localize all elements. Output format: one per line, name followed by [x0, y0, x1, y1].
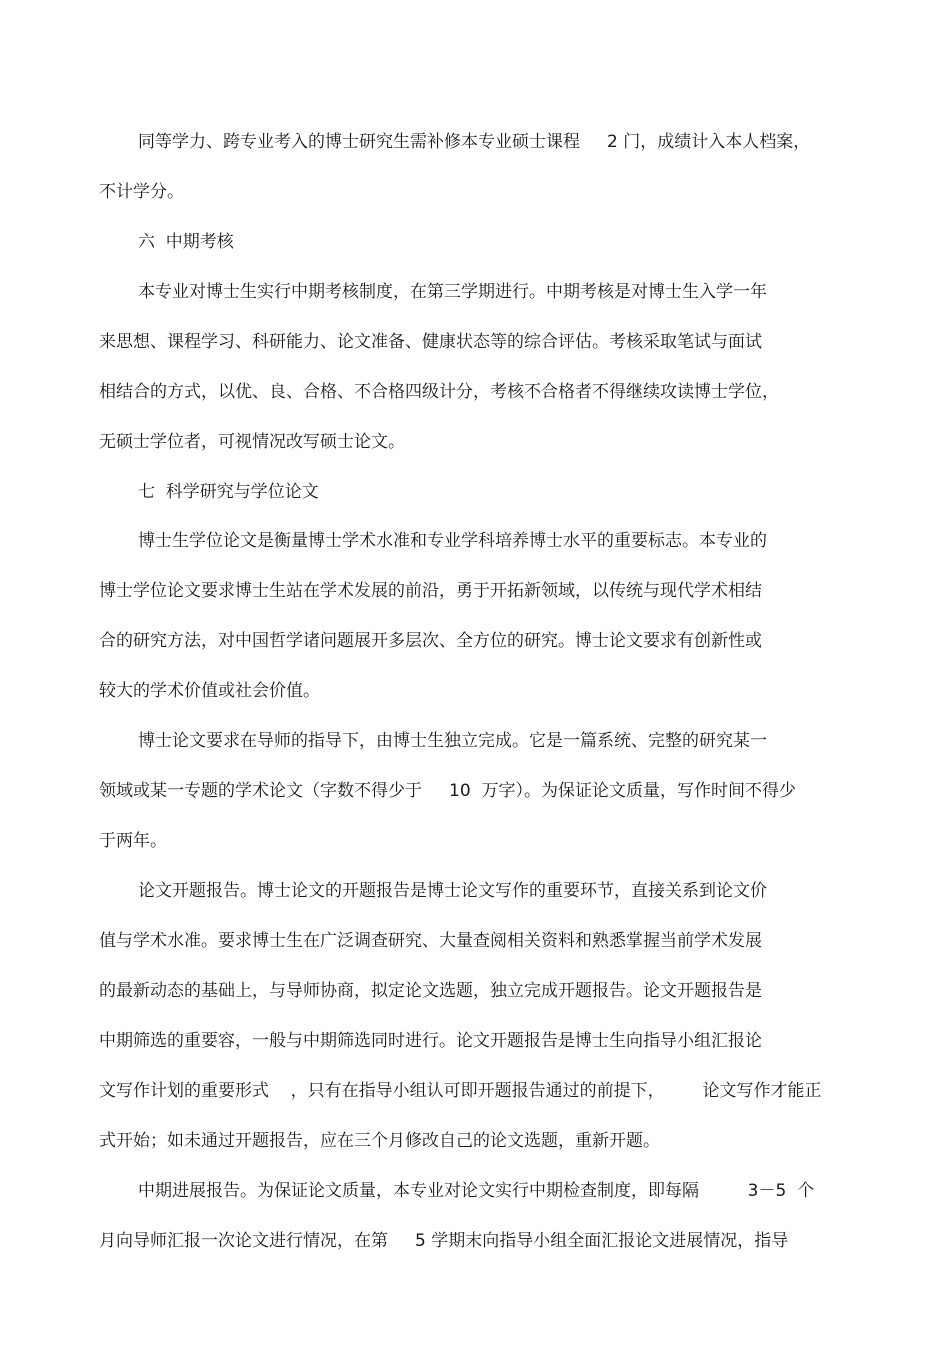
- text-line: 博士论文要求在导师的指导下，由博士生独立完成。它是一篇系统、完整的研究某一: [138, 731, 767, 751]
- section-heading: 六 中期考核: [138, 232, 234, 252]
- text-line: 博士生学位论文是衡量博士学术水准和专业学科培养博士水平的重要标志。本专业的: [138, 531, 767, 551]
- text-line: 相结合的方式，以优、良、合格、不合格四级计分，考核不合格者不得继续攻读博士学位，: [99, 382, 779, 402]
- text-line: 合的研究方法，对中国哲学诸问题展开多层次、全方位的研究。博士论文要求有创新性或: [99, 631, 762, 651]
- text-line: 月向导师汇报一次论文进行情况，在第 5 学期末向指导小组全面汇报论文进展情况，指导: [99, 1231, 789, 1251]
- text-line: 本专业对博士生实行中期考核制度，在第三学期进行。中期考核是对博士生入学一年: [138, 282, 767, 302]
- section-heading: 七 科学研究与学位论文: [138, 482, 319, 502]
- text-line: 无硕士学位者，可视情况改写硕士论文。: [99, 432, 405, 452]
- text-line: 论文开题报告。博士论文的开题报告是博士论文写作的重要环节，直接关系到论文价: [138, 881, 767, 901]
- text-line: 于两年。: [99, 831, 167, 851]
- text-line: 中期筛选的重要容，一般与中期筛选同时进行。论文开题报告是博士生向指导小组汇报论: [99, 1031, 762, 1051]
- text-line: 领域或某一专题的学术论文（字数不得少于 10 万字）。为保证论文质量，写作时间不得少: [99, 781, 796, 801]
- text-line: 值与学术水准。要求博士生在广泛调查研究、大量查阅相关资料和熟悉掌握当前学术发展: [99, 931, 762, 951]
- text-line: 中期进展报告。为保证论文质量，本专业对论文实行中期检查制度，即每隔 3－5 个: [138, 1181, 815, 1201]
- text-line: 来思想、课程学习、科研能力、论文准备、健康状态等的综合评估。考核采取笔试与面试: [99, 332, 762, 352]
- text-line: 文写作计划的重要形式 ，只有在指导小组认可即开题报告通过的前提下， 论文写作才能正: [99, 1081, 822, 1101]
- text-line: 博士学位论文要求博士生站在学术发展的前沿，勇于开拓新领域，以传统与现代学术相结: [99, 581, 762, 601]
- text-line: 的最新动态的基础上，与导师协商，拟定论文选题，独立完成开题报告。论文开题报告是: [99, 981, 762, 1001]
- text-line: 同等学力、跨专业考入的博士研究生需补修本专业硕士课程 2 门，成绩计入本人档案，: [138, 132, 811, 152]
- text-line: 式开始；如未通过开题报告，应在三个月修改自己的论文选题，重新开题。: [99, 1131, 660, 1151]
- text-line: 较大的学术价值或社会价值。: [99, 681, 320, 701]
- text-line: 不计学分。: [99, 182, 184, 202]
